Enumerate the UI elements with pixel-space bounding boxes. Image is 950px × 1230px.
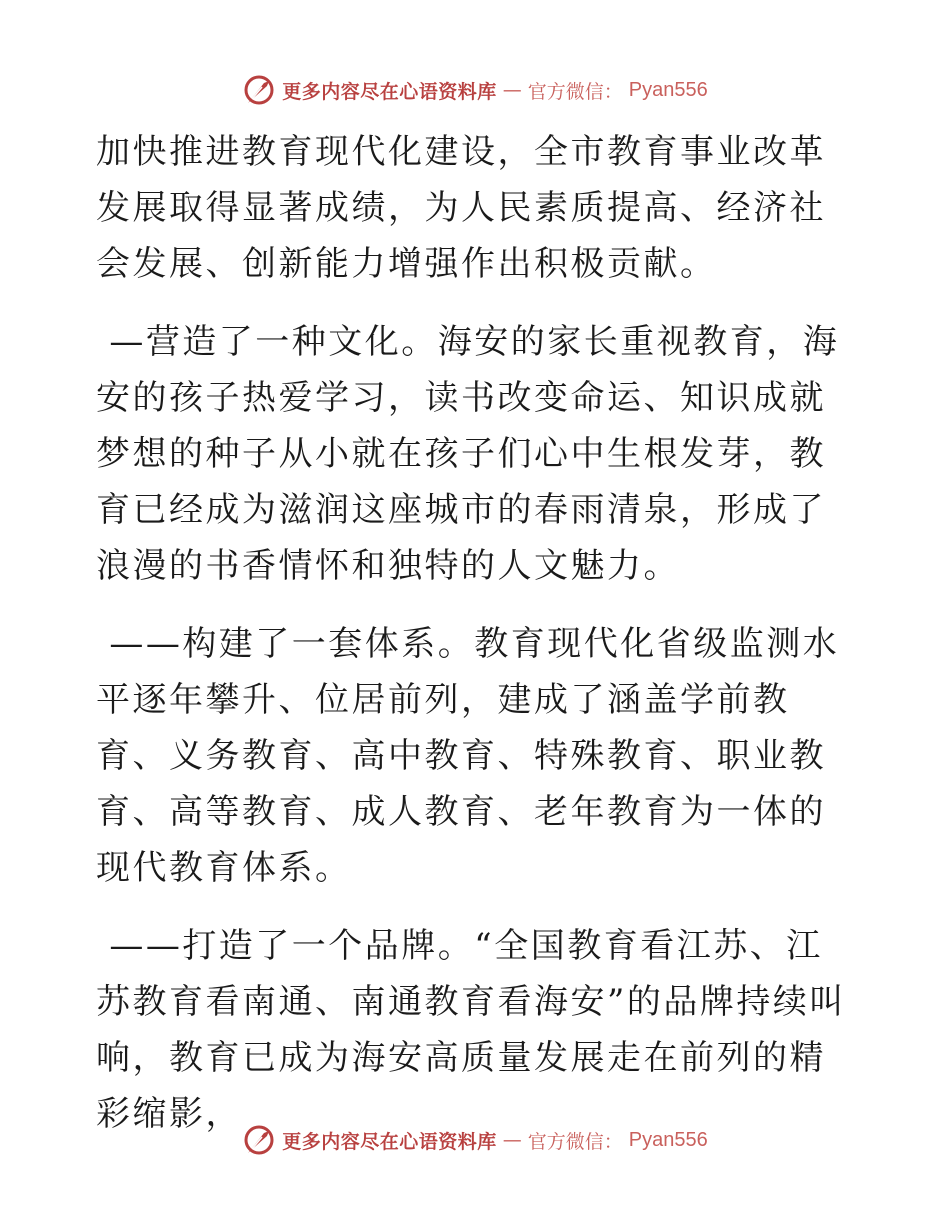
paragraph-3: ——构建了一套体系。教育现代化省级监测水平逐年攀升、位居前列，建成了涵盖学前教育、义务教育、高中教育、特殊教育、职业教育、高等教育、成人教育、老年教育为一体的现代教育体系。 — [96, 624, 840, 888]
quill-pen-circle-icon — [242, 73, 276, 107]
header-watermark — [0, 70, 950, 110]
paragraph-1: 加快推进教育现代化建设，全市教育事业改革发展取得显著成绩，为人民素质提高、经济社会发展、创新能力增强作出积极贡献。 — [96, 132, 826, 284]
paragraph-4: ——打造了一个品牌。“全国教育看江苏、江苏教育看南通、南通教育看海安”的品牌持续叫响，教育已成为海安高质量发展走在前列的精彩缩影， — [96, 926, 846, 1134]
quill-pen-circle-icon — [242, 1123, 276, 1157]
footer-watermark — [0, 1120, 950, 1160]
document-body — [96, 124, 856, 1142]
watermark-separator: — — [502, 79, 522, 101]
paragraph-2: —营造了一种文化。海安的家长重视教育，海安的孩子热爱学习，读书改变命运、知识成就梦想的种子从小就在孩子们心中生根发芽，教育已经成为滋润这座城市的春雨清泉，形成了浪漫的书香情怀和独特的人文魅力。 — [96, 322, 840, 586]
watermark-wechat-id: Pyan556 — [628, 1128, 708, 1151]
watermark-wechat-id: Pyan556 — [628, 78, 708, 101]
watermark-official-label: 官方微信： — [527, 1130, 623, 1153]
watermark-separator: — — [502, 1129, 522, 1151]
watermark-official-label: 官方微信： — [527, 80, 623, 103]
watermark-main-text: 更多内容尽在心语资料库 — [282, 1130, 497, 1153]
watermark-main-text: 更多内容尽在心语资料库 — [282, 80, 497, 103]
